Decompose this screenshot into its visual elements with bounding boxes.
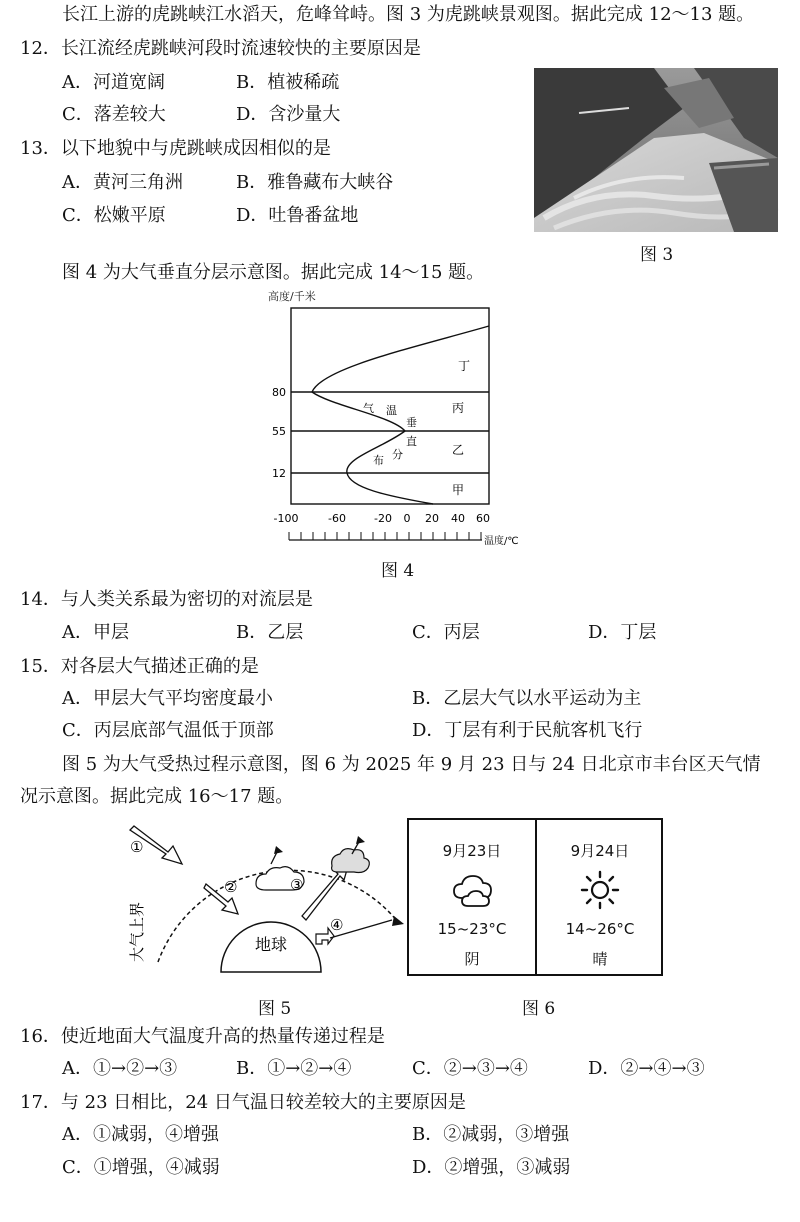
weather-day-23 <box>409 820 535 974</box>
figure-6-caption: 图 6 <box>522 999 556 1019</box>
x-tick-60: 60 <box>476 512 490 525</box>
weather-panel <box>407 818 663 976</box>
tiger-leaping-gorge-photo <box>534 68 778 232</box>
q15-option-c: C．丙层底部气温低于顶部 <box>62 720 274 741</box>
question-13-stem: 13．以下地貌中与虎跳峡成因相似的是 <box>20 138 331 159</box>
temperature-curve <box>312 326 489 504</box>
x-tick-m60: -60 <box>328 512 346 525</box>
y-tick-55: 55 <box>272 425 286 438</box>
curve-char-1: 气 <box>363 402 374 415</box>
q13-option-d: D．吐鲁番盆地 <box>236 205 359 226</box>
cloud-right-icon <box>332 849 370 873</box>
atmosphere-heating-diagram <box>120 812 410 984</box>
figure-3-caption: 图 3 <box>640 245 674 265</box>
cloud-icon <box>448 868 496 912</box>
counter-radiation-arrow-icon <box>302 866 348 920</box>
figure-5-caption: 图 5 <box>258 999 292 1019</box>
q17-option-c: C．①增强，④减弱 <box>62 1157 220 1178</box>
question-16-stem: 16．使近地面大气温度升高的热量传递过程是 <box>20 1026 385 1047</box>
layer-jia: 甲 <box>452 483 465 497</box>
curve-char-4: 直 <box>406 435 417 448</box>
atmosphere-layers-diagram <box>262 288 519 550</box>
q13-option-b: B．雅鲁藏布大峡谷 <box>236 172 394 193</box>
weather-day-24 <box>537 820 663 974</box>
boundary-arrow-icon <box>392 916 404 926</box>
intro-text-3-line-1: 图 5 为大气受热过程示意图，图 6 为 2025 年 9 月 23 日与 24 日北京市丰台区天气情 <box>62 754 761 775</box>
weather-temp: 14~26°C <box>565 920 635 938</box>
question-17-stem: 17．与 23 日相比，24 日气温日较差较大的主要原因是 <box>20 1092 466 1113</box>
intro-text-3-line-2: 况示意图。据此完成 16～17 题。 <box>20 786 294 807</box>
weather-date: 9月23日 <box>442 842 502 860</box>
q17-option-b: B．②减弱，③增强 <box>412 1124 570 1145</box>
q13-option-c: C．松嫩平原 <box>62 205 166 226</box>
q15-option-b: B．乙层大气以水平运动为主 <box>412 688 642 709</box>
x-tick-40: 40 <box>451 512 465 525</box>
upward-arrow-icon <box>356 836 365 844</box>
curve-char-5: 分 <box>392 448 403 461</box>
question-15-stem: 15．对各层大气描述正确的是 <box>20 656 259 677</box>
marker-2: ② <box>224 878 238 896</box>
marker-1: ① <box>130 838 144 856</box>
y-tick-80: 80 <box>272 386 286 399</box>
y-axis-label: 高度/千米 <box>268 290 316 303</box>
q14-option-d: D．丁层 <box>588 622 657 643</box>
y-tick-12: 12 <box>272 467 286 480</box>
reflect-arrow-icon <box>274 846 283 854</box>
earth-label: 地球 <box>254 935 288 954</box>
x-tick-0: 0 <box>403 512 411 525</box>
layer-yi: 乙 <box>452 443 465 457</box>
q15-option-a: A．甲层大气平均密度最小 <box>62 688 273 709</box>
layer-ding: 丁 <box>458 359 471 373</box>
weather-condition: 阴 <box>464 950 480 968</box>
weather-condition: 晴 <box>592 950 608 968</box>
q14-option-b: B．乙层 <box>236 622 304 643</box>
q17-option-a: A．①减弱，④增强 <box>62 1124 219 1145</box>
weather-date: 9月24日 <box>570 842 630 860</box>
atmosphere-boundary-label: 大气上界 <box>128 901 146 962</box>
question-12-stem: 12．长江流经虎跳峡河段时流速较快的主要原因是 <box>20 38 421 59</box>
q17-option-d: D．②增强，③减弱 <box>412 1157 571 1178</box>
q14-option-c: C．丙层 <box>412 622 480 643</box>
x-axis-label: 温度/℃ <box>484 536 519 547</box>
figure-4-caption: 图 4 <box>381 561 415 581</box>
intro-text-2: 图 4 为大气垂直分层示意图。据此完成 14～15 题。 <box>62 262 485 283</box>
x-tick-20: 20 <box>425 512 439 525</box>
layer-bing: 丙 <box>452 401 465 415</box>
question-14-stem: 14．与人类关系最为密切的对流层是 <box>20 589 313 610</box>
q12-option-a: A．河道宽阔 <box>62 72 165 93</box>
sun-icon <box>576 868 624 912</box>
intro-text-1: 长江上游的虎跳峡江水滔天，危峰耸峙。图 3 为虎跳峡景观图。据此完成 12～13 题。 <box>62 4 755 25</box>
curve-char-3: 垂 <box>406 416 417 429</box>
q16-option-a: A．①→②→③ <box>62 1058 178 1079</box>
q12-option-b: B．植被稀疏 <box>236 72 340 93</box>
marker-4: ④ <box>330 916 344 934</box>
x-tick-m20: -20 <box>374 512 392 525</box>
q12-option-c: C．落差较大 <box>62 104 166 125</box>
q16-option-d: D．②→④→③ <box>588 1058 705 1079</box>
x-tick-m100: -100 <box>273 512 299 525</box>
q16-option-c: C．②→③→④ <box>412 1058 528 1079</box>
q16-option-b: B．①→②→④ <box>236 1058 352 1079</box>
curve-char-6: 布 <box>373 454 384 467</box>
q15-option-d: D．丁层有利于民航客机飞行 <box>412 720 643 741</box>
curve-char-2: 温 <box>386 404 397 417</box>
weather-temp: 15~23°C <box>437 920 507 938</box>
q12-option-d: D．含沙量大 <box>236 104 341 125</box>
q14-option-a: A．甲层 <box>62 622 129 643</box>
q13-option-a: A．黄河三角洲 <box>62 172 183 193</box>
marker-3: ③ <box>290 876 304 894</box>
